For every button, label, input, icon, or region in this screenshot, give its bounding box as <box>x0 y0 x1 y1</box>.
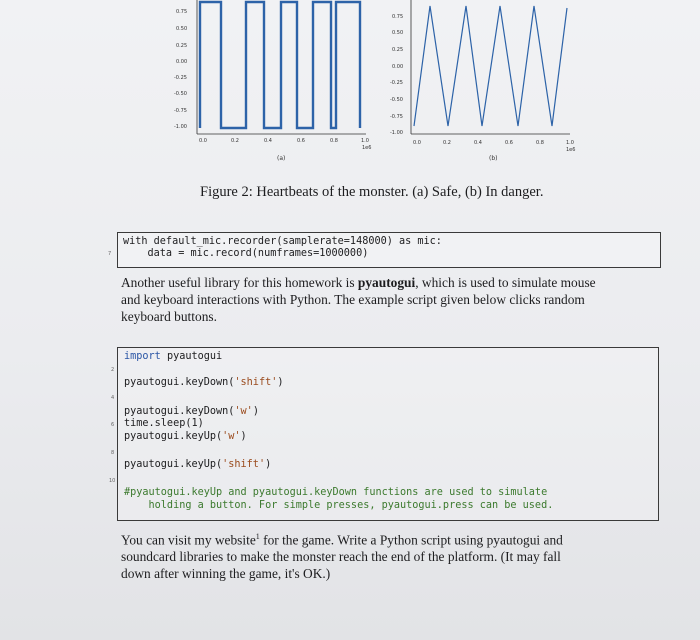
line-number: 4 <box>111 395 115 401</box>
plot-b-xtick: 1.0 <box>566 140 574 146</box>
figure-caption: Figure 2: Heartbeats of the monster. (a) Safe, (b) In danger. <box>200 184 544 200</box>
plot-b-label: (b) <box>489 155 498 162</box>
plot-b-xtick: 0.8 <box>536 140 544 146</box>
code-text: ) <box>265 459 272 470</box>
para-text: for the game. Write a Python script using pyautogui and <box>259 532 563 548</box>
plot-a-xtick: 0.4 <box>264 138 272 144</box>
plot-b-xtick: 0.4 <box>474 140 482 146</box>
code-line <box>124 406 259 418</box>
code-text: pyautogui.keyDown( <box>124 406 235 417</box>
plot-b-ytick: -0.50 <box>390 97 403 103</box>
plot-a-square-wave <box>196 0 366 140</box>
plot-a-ytick: -0.50 <box>174 91 187 97</box>
code-comment: holding a button. For simple presses, pyautogui.press can be used. <box>124 500 554 511</box>
para-text: down after winning the game, it's OK.) <box>121 566 331 582</box>
plot-b-xoffset: 1e6 <box>566 147 576 153</box>
code-line <box>124 377 283 389</box>
plot-a-ytick: -0.75 <box>174 108 187 114</box>
code-string: 'shift' <box>234 377 278 388</box>
code-text: pyautogui.keyDown( <box>124 377 235 388</box>
para-bold-library: pyautogui <box>357 275 416 290</box>
code-listing-1 <box>117 232 661 268</box>
plot-a-ytick: 0.75 <box>176 9 188 15</box>
plot-a-xoffset: 1e6 <box>362 145 372 151</box>
code-line: time.sleep(1) <box>124 418 204 429</box>
plot-a-ytick: 0.25 <box>176 43 188 49</box>
code-listing-2 <box>117 347 659 521</box>
plot-b-xtick: 0.2 <box>443 140 451 146</box>
para-text: soundcard libraries to make the monster reach the end of the platform. (It may fall <box>121 549 561 565</box>
para-text: keyboard buttons. <box>121 309 217 324</box>
code-line: data = mic.record(numframes=1000000) <box>123 248 369 259</box>
plot-a-ytick: 0.50 <box>176 26 188 32</box>
plot-b-ytick: 0.50 <box>392 30 404 36</box>
code-line <box>124 351 222 363</box>
para-text: Another useful library for this homework is <box>121 275 358 290</box>
paragraph-task <box>121 528 563 582</box>
code-line <box>124 431 247 443</box>
plot-a-label: (a) <box>277 155 286 162</box>
code-text: ) <box>277 377 284 388</box>
plot-b-ytick: 0.00 <box>392 64 404 70</box>
code-keyword: import <box>124 351 161 362</box>
footnote-marker: 1 <box>255 532 260 541</box>
code-comment: #pyautogui.keyUp and pyautogui.keyDown functions are used to simulate <box>124 487 548 498</box>
para-text: and keyboard interactions with Python. The example script given below clicks random <box>121 292 585 307</box>
plot-b-xtick: 0.0 <box>413 140 421 146</box>
plot-a-ytick: -1.00 <box>174 124 187 130</box>
para-text: You can visit my website <box>121 532 256 548</box>
code-text: ) <box>252 406 259 417</box>
code-string: 'w' <box>234 406 253 417</box>
plot-b-ytick: -0.25 <box>390 80 403 86</box>
code-line <box>124 459 271 471</box>
code-text: pyautogui.keyUp( <box>124 431 223 442</box>
plot-a-ytick: -0.25 <box>174 75 187 81</box>
paragraph-pyautogui <box>121 274 596 325</box>
code-text: pyautogui <box>160 351 223 362</box>
line-number: 10 <box>109 478 116 484</box>
code-string: 'shift' <box>222 459 266 470</box>
line-number: 6 <box>111 422 115 428</box>
plot-b-ytick: 0.75 <box>392 14 404 20</box>
plot-b-ytick: -1.00 <box>390 130 403 136</box>
plot-a-xtick: 0.8 <box>330 138 338 144</box>
plot-a-xtick: 0.6 <box>297 138 305 144</box>
code-text: ) <box>240 431 247 442</box>
plot-a-xtick: 0.0 <box>199 138 207 144</box>
line-number: 2 <box>111 367 115 373</box>
plot-a-ytick: 0.00 <box>176 59 188 65</box>
plot-b-ytick: -0.75 <box>390 114 403 120</box>
plot-b-ytick: 0.25 <box>392 47 404 53</box>
plot-a-xtick: 1.0 <box>361 138 369 144</box>
plot-a-xtick: 0.2 <box>231 138 239 144</box>
code-line: with default_mic.recorder(samplerate=148000) as mic: <box>123 236 442 247</box>
line-number: 8 <box>111 450 115 456</box>
line-number: 7 <box>108 251 112 257</box>
para-text: , which is used to simulate mouse <box>415 275 596 290</box>
code-text: pyautogui.keyUp( <box>124 459 223 470</box>
plot-b-xtick: 0.6 <box>505 140 513 146</box>
plot-b-triangle-wave <box>410 0 570 140</box>
code-string: 'w' <box>222 431 241 442</box>
